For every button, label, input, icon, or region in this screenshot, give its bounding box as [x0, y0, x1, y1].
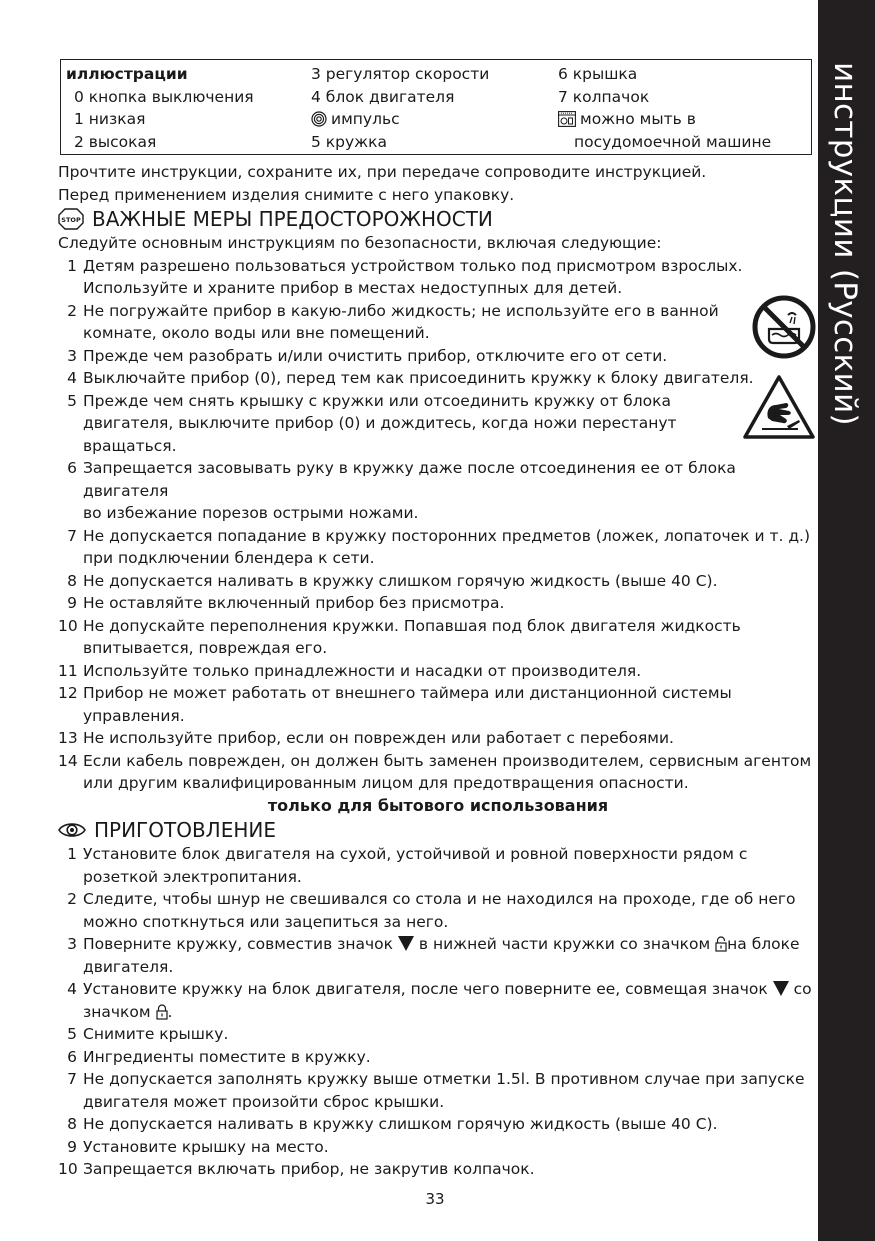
safety-item: 8 Не допускается наливать в кружку слишком горячую жидкость (выше 40 C). — [67, 571, 718, 590]
preparation-item: 4 Установите кружку на блок двигателя, после чего поверните ее, совмещая значок со значком . — [67, 980, 812, 1021]
safety-item: 9 Не оставляйте включенный прибор без присмотра. — [67, 594, 505, 612]
dishwasher-icon — [558, 111, 576, 127]
safety-item: 5 Прежде чем снять крышку с кружки или отсоединить кружку от блока двигателя, выключите прибор (0) и дождитесь, когда ножи перестанут вращаться. — [67, 391, 677, 455]
legend-item: 2 высокая — [74, 132, 157, 151]
legend-item-dishwasher-label: можно мыть в — [580, 110, 696, 128]
safety-heading-text: ВАЖНЫЕ МЕРЫ ПРЕДОСТОРОЖНОСТИ — [92, 207, 493, 231]
preparation-item: 3 Поверните кружку, совместив значок в нижней части кружки со значком на блоке двигателя. — [67, 935, 800, 976]
legend-item: 1 низкая — [74, 110, 146, 128]
intro-line: Прочтите инструкции, сохраните их, при передаче сопроводите инструкцией. — [58, 163, 707, 181]
safety-item: 7 Не допускается попадание в кружку посторонних предметов (ложек, лопаточек и т. д.) при подключении блендера к сети. — [67, 526, 811, 567]
legend-item-dishwasher — [558, 108, 771, 131]
legend-item: 3 регулятор скорости — [311, 65, 490, 83]
preparation-item: 10 Запрещается включать прибор, не закрутив колпачок. — [58, 1160, 535, 1178]
stop-icon — [58, 208, 84, 230]
safety-item: 1 Детям разрешено пользоваться устройством только под присмотром взрослых. Используйте и храните прибор в местах недоступных для детей. — [67, 256, 743, 297]
safety-item: 3 Прежде чем разобрать и/или очистить прибор, отключите его от сети. — [67, 346, 668, 365]
legend-item: 4 блок двигателя — [311, 87, 455, 106]
preparation-item: 1 Установите блок двигателя на сухой, устойчивой и ровной поверхности рядом с розеткой электропитания. — [67, 845, 748, 886]
legend-item: 6 крышка — [558, 65, 638, 83]
legend-item-pulse-label: импульс — [331, 110, 400, 128]
safety-item: 14 Если кабель поврежден, он должен быть заменен производителем, сервисным агентом или другим квалифицированным лицом для предотвращения опасности. — [58, 751, 812, 792]
safety-item: 6 Запрещается засовывать руку в кружку даже после отсоединения ее от блока двигателя во избежание порезов острыми ножами. — [67, 459, 736, 522]
legend-item: 0 кнопка выключения — [74, 87, 254, 106]
safety-item: 13 Не используйте прибор, если он поврежден или работает с перебоями. — [58, 729, 674, 747]
preparation-item: 8 Не допускается наливать в кружку слишком горячую жидкость (выше 40 C). — [67, 1115, 718, 1133]
safety-item: 4 Выключайте прибор (0), перед тем как присоединить кружку к блоку двигателя. — [67, 369, 754, 387]
legend-item-pulse — [311, 108, 489, 131]
language-side-tab — [818, 0, 875, 1241]
preparation-heading-text: ПРИГОТОВЛЕНИЕ — [94, 818, 276, 842]
instructions-body — [58, 161, 818, 1181]
legend-item: 7 колпачок — [558, 87, 650, 106]
intro-line: Перед применением изделия снимите с него упаковку. — [58, 185, 515, 204]
preparation-item: 9 Установите крышку на место. — [67, 1137, 329, 1156]
preparation-item: 6 Ингредиенты поместите в кружку. — [67, 1047, 371, 1066]
triangle-marker-icon — [398, 936, 414, 951]
blade-hazard-icon — [742, 374, 816, 440]
safety-list — [58, 255, 818, 795]
legend-item: 5 кружка — [311, 132, 387, 151]
safety-item: 2 Не погружайте прибор в какую-либо жидкость; не используйте его в ванной комнате, около воды или вне помещений. — [67, 301, 719, 342]
no-water-bath-icon — [752, 295, 816, 359]
legend-column-1 — [66, 63, 254, 153]
illustrations-legend-box — [60, 59, 812, 155]
illustrations-title: иллюстрации — [66, 65, 188, 83]
safety-lead: Следуйте основным инструкциям по безопасности, включая следующие: — [58, 234, 662, 252]
preparation-item: 5 Снимите крышку. — [67, 1025, 229, 1043]
household-use-note: только для бытового использования — [267, 795, 609, 815]
safety-item: 11 Используйте только принадлежности и насадки от производителя. — [58, 661, 642, 680]
eye-icon — [58, 821, 86, 839]
unlock-icon — [715, 936, 727, 952]
triangle-marker-icon — [773, 981, 789, 996]
legend-column-3 — [558, 63, 771, 153]
preparation-heading — [58, 817, 818, 843]
legend-column-2 — [311, 63, 489, 153]
safety-heading — [58, 206, 818, 232]
legend-item: посудомоечной машине — [574, 132, 772, 151]
pulse-icon — [311, 111, 327, 127]
safety-item: 10 Не допускайте переполнения кружки. Попавшая под блок двигателя жидкость впитывается, повреждая его. — [58, 616, 741, 657]
safety-item: 12 Прибор не может работать от внешнего таймера или дистанционной системы управления. — [58, 684, 732, 725]
lock-icon — [156, 1004, 168, 1020]
preparation-list — [58, 843, 818, 1181]
page-number: 33 — [425, 1190, 445, 1208]
preparation-item: 2 Следите, чтобы шнур не свешивался со стола и не находился на проходе, где об него можно споткнуться или зацепиться за него. — [67, 890, 796, 931]
side-tab-label: инструкции (Русский) — [827, 62, 863, 426]
preparation-item: 7 Не допускается заполнять кружку выше отметки 1.5l. В противном случае при запуске двигателя может произойти сброс крышки. — [67, 1070, 805, 1111]
stop-icon-text: STOP — [61, 216, 81, 224]
